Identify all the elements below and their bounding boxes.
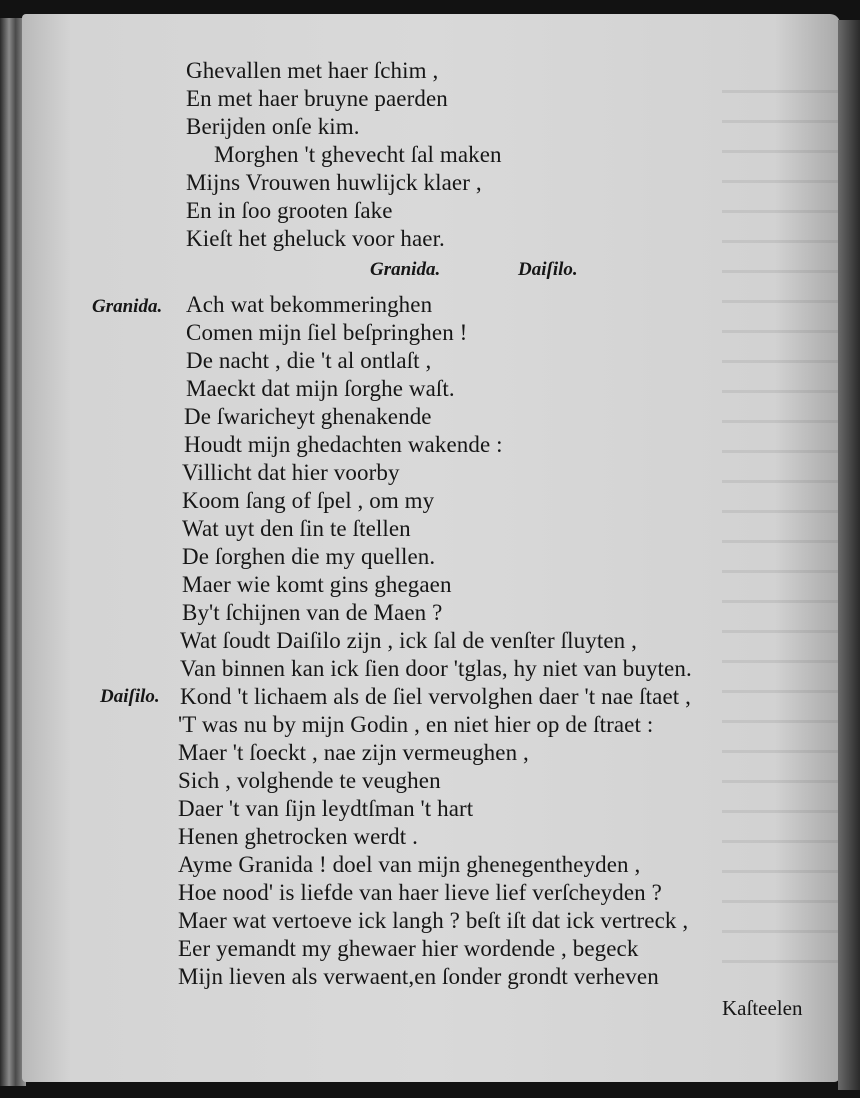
verse-line: Maeckt dat mijn ſorghe waſt.: [186, 376, 455, 401]
verse-line: Houdt mijn ghedachten wakende :: [184, 432, 503, 457]
verse-line: Mijns Vrouwen huwlijck klaer ,: [186, 170, 482, 195]
verse-line: Mijn lieven als verwaent,en ſonder grondt verheven: [178, 964, 659, 989]
verse-line: Wat ſoudt Daiſilo zijn , ick ſal de venſter ſluyten ,: [180, 628, 637, 653]
page-shadow-right: [838, 20, 860, 1090]
verse-line: Daer 't van ſijn leydtſman 't hart: [178, 796, 474, 821]
catchword: Kaſteelen: [722, 996, 803, 1020]
verse-line: Van binnen kan ick ſien door 'tglas, hy niet van buyten.: [180, 656, 692, 681]
verse-line: Villicht dat hier voorby: [182, 460, 400, 485]
verse-line: 'T was nu by mijn Godin , en niet hier op de ſtraet :: [178, 712, 654, 737]
show-through-text: [722, 64, 842, 964]
verse-line: Ghevallen met haer ſchim ,: [186, 58, 439, 83]
verse-line: Morghen 't ghevecht ſal maken: [214, 142, 502, 167]
verse-line: Kieſt het gheluck voor haer.: [186, 226, 445, 251]
scene-character-right: Daiſilo.: [518, 259, 578, 280]
verse-line: De ſwaricheyt ghenakende: [184, 404, 432, 429]
verse-line: Berijden onſe kim.: [186, 114, 360, 139]
speaker-label: Granida.: [92, 296, 163, 317]
verse-line: Wat uyt den ſin te ſtellen: [182, 516, 411, 541]
verse-line: Kond 't lichaem als de ſiel vervolghen daer 't nae ſtaet ,: [180, 684, 691, 709]
verse-line: Comen mijn ſiel beſpringhen !: [186, 320, 468, 345]
verse-line: Maer wat vertoeve ick langh ? beſt iſt dat ick vertreck ,: [178, 908, 689, 933]
verse-line: Maer wie komt gins ghegaen: [182, 572, 452, 597]
verse-line: Koom ſang of ſpel , om my: [182, 488, 435, 513]
verse-line: Maer 't ſoeckt , nae zijn vermeughen ,: [178, 740, 529, 765]
verse-line: Ach wat bekommeringhen: [186, 292, 433, 317]
verse-line: De ſorghen die my quellen.: [182, 544, 436, 569]
page: [22, 14, 840, 1082]
scene-character-left: Granida.: [370, 259, 441, 280]
verse-line: En met haer bruyne paerden: [186, 86, 448, 111]
verse-line: En in ſoo grooten ſake: [186, 198, 393, 223]
speaker-label: Daiſilo.: [100, 686, 160, 707]
verse-line: Eer yemandt my ghewaer hier wordende , begeck: [178, 936, 639, 961]
verse-line: Sich , volghende te veughen: [178, 768, 441, 793]
verse-line: Ayme Granida ! doel van mijn ghenegentheyden ,: [178, 852, 641, 877]
verse-line: De nacht , die 't al ontlaſt ,: [186, 348, 432, 373]
verse-line: By't ſchijnen van de Maen ?: [182, 600, 443, 625]
verse-line: Henen ghetrocken werdt .: [178, 824, 418, 849]
verse-line: Hoe nood' is liefde van haer lieve lief verſcheyden ?: [178, 880, 662, 905]
